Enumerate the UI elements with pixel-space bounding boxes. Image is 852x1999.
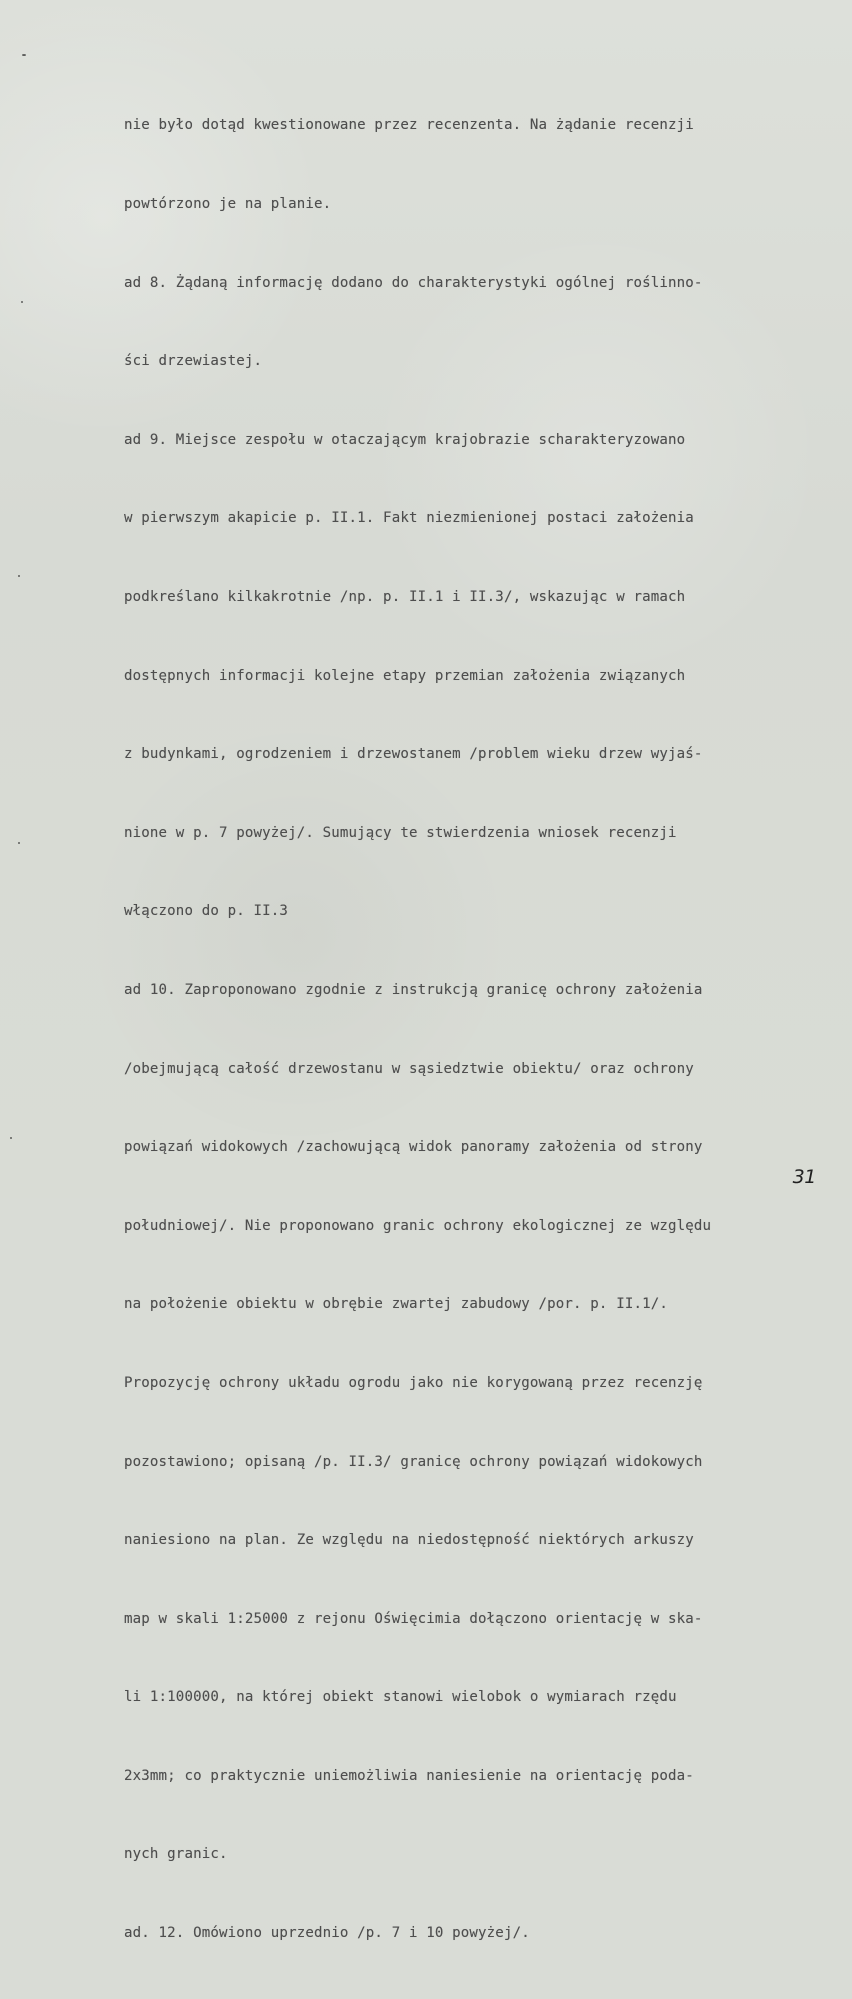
text-line: naniesiono na plan. Ze względu na niedostępność niektórych arkuszy <box>124 1532 694 1549</box>
typed-document-body <box>124 60 829 1999</box>
scan-speck <box>18 575 20 577</box>
text-line: z budynkami, ogrodzeniem i drzewostanem /problem wieku drzew wyjaś- <box>124 746 703 763</box>
text-line: w pierwszym akapicie p. II.1. Fakt niezmienionej postaci założenia <box>124 510 694 527</box>
scan-speck <box>10 1137 12 1139</box>
text-line: powiązań widokowych /zachowującą widok panoramy założenia od strony <box>124 1139 703 1156</box>
scan-speck <box>18 842 20 844</box>
text-line: map w skali 1:25000 z rejonu Oświęcimia dołączono orientację w ska- <box>124 1610 703 1627</box>
text-line: ści drzewiastej. <box>124 353 263 370</box>
text-line: południowej/. Nie proponowano granic ochrony ekologicznej ze względu <box>124 1217 712 1234</box>
scan-speck <box>22 54 26 56</box>
text-line: włączono do p. II.3 <box>124 903 289 920</box>
text-line: Propozycję ochrony układu ogrodu jako nie korygowaną przez recenzję <box>124 1374 703 1391</box>
text-line: ad 8. Żądaną informację dodano do charakterystyki ogólnej roślinno- <box>124 274 703 291</box>
text-line: 2x3mm; co praktycznie uniemożliwia naniesienie na orientację poda- <box>124 1767 694 1784</box>
text-line: na położenie obiektu w obrębie zwartej zabudowy /por. p. II.1/. <box>124 1296 669 1313</box>
text-line: ad. 12. Omówiono uprzednio /p. 7 i 10 powyżej/. <box>124 1925 530 1942</box>
text-line: nych granic. <box>124 1846 228 1863</box>
text-line: dostępnych informacji kolejne etapy przemian założenia związanych <box>124 667 686 684</box>
text-line: nie było dotąd kwestionowane przez recenzenta. Na żądanie recenzji <box>124 117 694 134</box>
text-line: podkreślano kilkakrotnie /np. p. II.1 i II.3/, wskazując w ramach <box>124 588 686 605</box>
text-line: ad 10. Zaproponowano zgodnie z instrukcją granicę ochrony założenia <box>124 981 703 998</box>
text-line: /obejmującą całość drzewostanu w sąsiedztwie obiektu/ oraz ochrony <box>124 1060 694 1077</box>
text-line: powtórzono je na planie. <box>124 196 332 212</box>
text-line: ad 9. Miejsce zespołu w otaczającym krajobrazie scharakteryzowano <box>124 431 686 448</box>
text-line: pozostawiono; opisaną /p. II.3/ granicę ochrony powiązań widokowych <box>124 1453 703 1470</box>
text-line: nione w p. 7 powyżej/. Sumujący te stwierdzenia wniosek recenzji <box>124 824 677 841</box>
page-number: 31 <box>792 1166 816 1188</box>
text-line: li 1:100000, na której obiekt stanowi wielobok o wymiarach rzędu <box>124 1689 677 1706</box>
scan-speck <box>21 301 23 303</box>
